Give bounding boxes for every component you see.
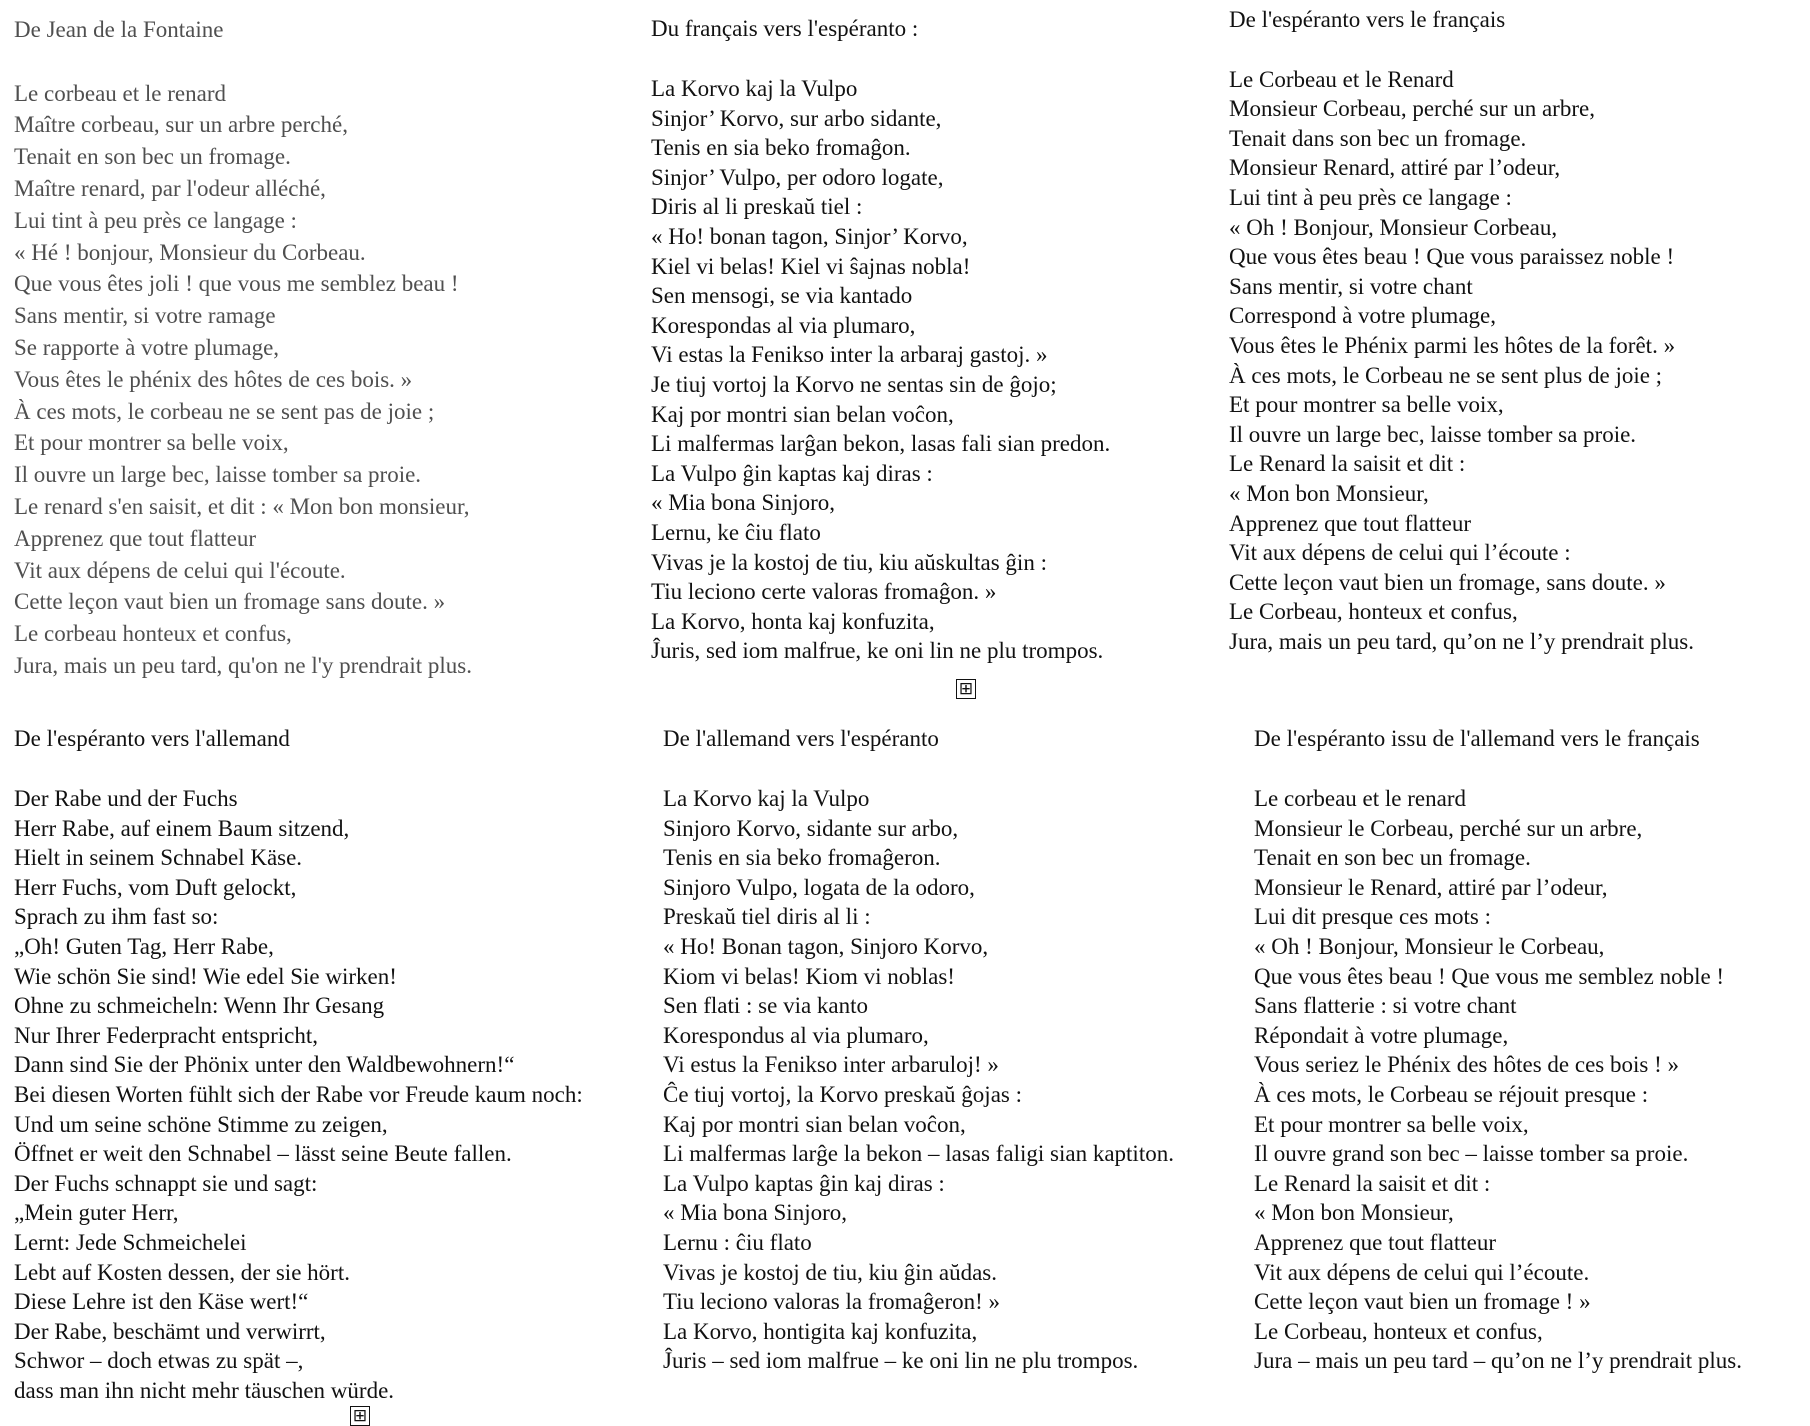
poem-line: Hielt in seinem Schnabel Käse. bbox=[14, 845, 303, 871]
panel-heading: De l'espéranto vers l'allemand bbox=[14, 726, 290, 751]
poem-line: Korespondas al via plumaro, bbox=[651, 312, 916, 338]
poem-line: Herr Fuchs, vom Duft gelockt, bbox=[14, 874, 297, 900]
poem-line: Répondait à votre plumage, bbox=[1254, 1022, 1509, 1048]
poem-body bbox=[14, 814, 583, 1406]
poem-line: Je tiuj vortoj la Korvo ne sentas sin de ĝojo; bbox=[651, 371, 1057, 397]
poem-line: Tenait dans son bec un fromage. bbox=[1229, 125, 1527, 151]
poem-line: Schwor – doch etwas zu spät –, bbox=[14, 1348, 304, 1374]
panel-esperanto-to-french bbox=[1229, 5, 1694, 656]
poem-line: Monsieur Renard, attiré par l’odeur, bbox=[1229, 155, 1561, 181]
poem-line: Se rapporte à votre plumage, bbox=[14, 334, 280, 360]
poem-line: À ces mots, le Corbeau se réjouit presque : bbox=[1254, 1081, 1649, 1107]
poem-line: Lernu : ĉiu flato bbox=[663, 1229, 812, 1255]
poem-line: « Mon bon Monsieur, bbox=[1254, 1200, 1454, 1226]
poem-line: Sinjoro Vulpo, logata de la odoro, bbox=[663, 874, 975, 900]
panel-german-to-esperanto bbox=[663, 724, 1174, 1376]
poem-line: Tenis en sia beko fromaĝon. bbox=[651, 135, 911, 161]
poem-line: Herr Rabe, auf einem Baum sitzend, bbox=[14, 815, 350, 841]
poem-line: Vit aux dépens de celui qui l'écoute. bbox=[14, 557, 346, 583]
poem-line: Lui tint à peu près ce langage : bbox=[1229, 184, 1512, 210]
poem-line: Diese Lehre ist den Käse wert!“ bbox=[14, 1289, 309, 1315]
poem-line: Sen flati : se via kanto bbox=[663, 993, 869, 1019]
poem-line: Tiu leciono valoras la fromaĝeron! » bbox=[663, 1289, 1001, 1315]
poem-line: « Mon bon Monsieur, bbox=[1229, 480, 1429, 506]
poem-line: Vi estas la Fenikso inter la arbaraj gastoj. » bbox=[651, 342, 1048, 368]
poem-line: Wie schön Sie sind! Wie edel Sie wirken! bbox=[14, 963, 397, 989]
poem-line: Il ouvre un large bec, laisse tomber sa proie. bbox=[14, 462, 422, 488]
poem-line: Kaj por montri sian belan voĉon, bbox=[651, 401, 954, 427]
poem-body bbox=[663, 814, 1174, 1376]
poem-line: Et pour montrer sa belle voix, bbox=[1229, 392, 1504, 418]
poem-line: Und um seine schöne Stimme zu zeigen, bbox=[14, 1111, 388, 1137]
poem-title: Der Rabe und der Fuchs bbox=[14, 786, 238, 811]
poem-line: Cette leçon vaut bien un fromage, sans doute. » bbox=[1229, 569, 1666, 595]
panel-heading: De l'allemand vers l'espéranto bbox=[663, 726, 939, 751]
poem-line: Le Renard la saisit et dit : bbox=[1254, 1170, 1491, 1196]
poem-line: Vivas je kostoj de tiu, kiu ĝin aŭdas. bbox=[663, 1259, 997, 1285]
poem-line: Kiom vi belas! Kiom vi noblas! bbox=[663, 963, 955, 989]
poem-line: Tenait en son bec un fromage. bbox=[1254, 845, 1531, 871]
poem-line: Ĉe tiuj vortoj, la Korvo preskaŭ ĝojas : bbox=[663, 1081, 1022, 1107]
panel-heading: De Jean de la Fontaine bbox=[14, 17, 224, 42]
poem-line: „Oh! Guten Tag, Herr Rabe, bbox=[14, 933, 274, 959]
poem-line: Jura, mais un peu tard, qu'on ne l'y prendrait plus. bbox=[14, 652, 472, 678]
poem-line: La Vulpo ĝin kaptas kaj diras : bbox=[651, 460, 933, 486]
poem-line: Le Corbeau, honteux et confus, bbox=[1254, 1318, 1543, 1344]
poem-line: Et pour montrer sa belle voix, bbox=[1254, 1111, 1529, 1137]
poem-line: Que vous êtes joli ! que vous me semblez beau ! bbox=[14, 271, 459, 297]
poem-line: La Vulpo kaptas ĝin kaj diras : bbox=[663, 1170, 945, 1196]
poem-line: Sinjor’ Vulpo, per odoro logate, bbox=[651, 164, 944, 190]
poem-line: Ĵuris, sed iom malfrue, ke oni lin ne plu trompos. bbox=[651, 638, 1104, 664]
poem-line: Le renard s'en saisit, et dit : « Mon bon monsieur, bbox=[14, 493, 470, 519]
poem-line: Preskaŭ tiel diris al li : bbox=[663, 904, 871, 930]
poem-line: Cette leçon vaut bien un fromage sans doute. » bbox=[14, 589, 446, 615]
poem-line: Ohne zu schmeicheln: Wenn Ihr Gesang bbox=[14, 993, 385, 1019]
poem-line: Le Corbeau, honteux et confus, bbox=[1229, 599, 1518, 625]
panel-esperanto-from-german-to-french bbox=[1254, 724, 1742, 1376]
poem-line: Bei diesen Worten fühlt sich der Rabe vor Freude kaum noch: bbox=[14, 1081, 583, 1107]
poem-line: Vivas je la kostoj de tiu, kiu aŭskultas ĝin : bbox=[651, 549, 1047, 575]
poem-line: Monsieur Corbeau, perché sur un arbre, bbox=[1229, 96, 1595, 122]
panel-french-to-esperanto bbox=[651, 14, 1110, 666]
poem-line: Sans mentir, si votre ramage bbox=[14, 303, 276, 329]
poem-line: Que vous êtes beau ! Que vous paraissez noble ! bbox=[1229, 244, 1675, 270]
poem-line: Jura – mais un peu tard – qu’on ne l’y prendrait plus. bbox=[1254, 1348, 1742, 1374]
poem-line: « Ho! bonan tagon, Sinjor’ Korvo, bbox=[651, 223, 968, 249]
poem-title: La Korvo kaj la Vulpo bbox=[663, 786, 870, 811]
poem-line: « Mia bona Sinjoro, bbox=[651, 490, 835, 516]
poem-line: Sans mentir, si votre chant bbox=[1229, 273, 1473, 299]
poem-line: À ces mots, le Corbeau ne se sent plus de joie ; bbox=[1229, 362, 1663, 388]
poem-body bbox=[651, 104, 1110, 666]
panel-fontaine-original bbox=[14, 14, 472, 682]
poem-line: Que vous êtes beau ! Que vous me semblez noble ! bbox=[1254, 963, 1725, 989]
poem-line: Kiel vi belas! Kiel vi ŝajnas nobla! bbox=[651, 253, 971, 279]
poem-title: Le Corbeau et le Renard bbox=[1229, 66, 1454, 92]
poem-line: « Hé ! bonjour, Monsieur du Corbeau. bbox=[14, 239, 366, 265]
poem-line: Vous êtes le phénix des hôtes de ces bois. » bbox=[14, 366, 413, 392]
poem-line: dass man ihn nicht mehr täuschen würde. bbox=[14, 1377, 395, 1403]
poem-line: Tenait en son bec un fromage. bbox=[14, 144, 291, 170]
poem-body bbox=[14, 109, 472, 681]
panel-heading: Du français vers l'espéranto : bbox=[651, 16, 919, 41]
poem-line: Sen mensogi, se via kantado bbox=[651, 283, 913, 309]
poem-title: Le corbeau et le renard bbox=[1254, 786, 1466, 811]
poem-line: La Korvo, hontigita kaj konfuzita, bbox=[663, 1318, 978, 1344]
poem-line: Apprenez que tout flatteur bbox=[1229, 510, 1472, 536]
poem-line: Maître renard, par l'odeur alléché, bbox=[14, 175, 326, 201]
poem-line: Jura, mais un peu tard, qu’on ne l’y prendrait plus. bbox=[1229, 628, 1694, 654]
poem-line: Monsieur le Renard, attiré par l’odeur, bbox=[1254, 874, 1608, 900]
poem-line: Tiu leciono certe valoras fromaĝon. » bbox=[651, 579, 997, 605]
poem-line: « Ho! Bonan tagon, Sinjoro Korvo, bbox=[663, 933, 989, 959]
poem-line: Lebt auf Kosten dessen, der sie hört. bbox=[14, 1259, 350, 1285]
poem-line: Lui dit presque ces mots : bbox=[1254, 904, 1491, 930]
poem-line: Correspond à votre plumage, bbox=[1229, 303, 1496, 329]
poem-line: Korespondus al via plumaro, bbox=[663, 1022, 929, 1048]
poem-line: Cette leçon vaut bien un fromage ! » bbox=[1254, 1289, 1591, 1315]
poem-line: Der Rabe, beschämt und verwirrt, bbox=[14, 1318, 326, 1344]
poem-line: Maître corbeau, sur un arbre perché, bbox=[14, 112, 348, 138]
poem-body bbox=[1254, 814, 1742, 1376]
poem-body bbox=[1229, 94, 1694, 656]
panel-heading: De l'espéranto issu de l'allemand vers le français bbox=[1254, 726, 1700, 751]
poem-line: Lui tint à peu près ce langage : bbox=[14, 207, 297, 233]
poem-line: Lernt: Jede Schmeichelei bbox=[14, 1229, 247, 1255]
panel-heading: De l'espéranto vers le français bbox=[1229, 7, 1506, 32]
poem-line: Le Renard la saisit et dit : bbox=[1229, 451, 1466, 477]
poem-line: Öffnet er weit den Schnabel – lässt seine Beute fallen. bbox=[14, 1141, 512, 1167]
poem-line: La Korvo, honta kaj konfuzita, bbox=[651, 608, 935, 634]
poem-line: Sinjoro Korvo, sidante sur arbo, bbox=[663, 815, 959, 841]
poem-line: Et pour montrer sa belle voix, bbox=[14, 430, 289, 456]
poem-line: Dann sind Sie der Phönix unter den Waldbewohnern!“ bbox=[14, 1052, 515, 1078]
poem-line: Vous seriez le Phénix des hôtes de ces bois ! » bbox=[1254, 1052, 1679, 1078]
poem-line: Le corbeau honteux et confus, bbox=[14, 621, 292, 647]
poem-line: Tenis en sia beko fromaĝeron. bbox=[663, 845, 941, 871]
poem-line: Vit aux dépens de celui qui l’écoute. bbox=[1254, 1259, 1590, 1285]
poem-line: Diris al li preskaŭ tiel : bbox=[651, 194, 863, 220]
poem-line: Il ouvre grand son bec – laisse tomber sa proie. bbox=[1254, 1141, 1689, 1167]
poem-line: Li malfermas larĝan bekon, lasas fali sian predon. bbox=[651, 431, 1111, 457]
poem-line: Sinjor’ Korvo, sur arbo sidante, bbox=[651, 105, 942, 131]
poem-line: « Oh ! Bonjour, Monsieur le Corbeau, bbox=[1254, 933, 1605, 959]
poem-title: Le corbeau et le renard bbox=[14, 80, 226, 106]
poem-line: « Oh ! Bonjour, Monsieur Corbeau, bbox=[1229, 214, 1558, 240]
poem-line: Apprenez que tout flatteur bbox=[14, 525, 257, 551]
panel-esperanto-to-german bbox=[14, 724, 583, 1405]
expand-icon[interactable]: ⊞ bbox=[350, 1406, 370, 1426]
poem-line: À ces mots, le corbeau ne se sent pas de joie ; bbox=[14, 398, 435, 424]
poem-line: Nur Ihrer Federpracht entspricht, bbox=[14, 1022, 318, 1048]
poem-line: Lernu, ke ĉiu flato bbox=[651, 519, 821, 545]
poem-line: Vi estus la Fenikso inter arbaruloj! » bbox=[663, 1052, 999, 1078]
poem-line: « Mia bona Sinjoro, bbox=[663, 1200, 847, 1226]
poem-line: Vous êtes le Phénix parmi les hôtes de la forêt. » bbox=[1229, 332, 1676, 358]
poem-title: La Korvo kaj la Vulpo bbox=[651, 76, 858, 101]
poem-line: Sans flatterie : si votre chant bbox=[1254, 993, 1517, 1019]
poem-line: Monsieur le Corbeau, perché sur un arbre, bbox=[1254, 815, 1643, 841]
poem-line: Ĵuris – sed iom malfrue – ke oni lin ne plu trompos. bbox=[663, 1348, 1139, 1374]
poem-line: „Mein guter Herr, bbox=[14, 1200, 179, 1226]
poem-line: Il ouvre un large bec, laisse tomber sa proie. bbox=[1229, 421, 1637, 447]
poem-line: Vit aux dépens de celui qui l’écoute : bbox=[1229, 540, 1571, 566]
poem-line: Kaj por montri sian belan voĉon, bbox=[663, 1111, 966, 1137]
poem-line: Apprenez que tout flatteur bbox=[1254, 1229, 1497, 1255]
poem-line: Der Fuchs schnappt sie und sagt: bbox=[14, 1170, 318, 1196]
expand-icon[interactable]: ⊞ bbox=[956, 679, 976, 699]
poem-line: Li malfermas larĝe la bekon – lasas faligi sian kaptiton. bbox=[663, 1141, 1174, 1167]
poem-line: Sprach zu ihm fast so: bbox=[14, 904, 219, 930]
